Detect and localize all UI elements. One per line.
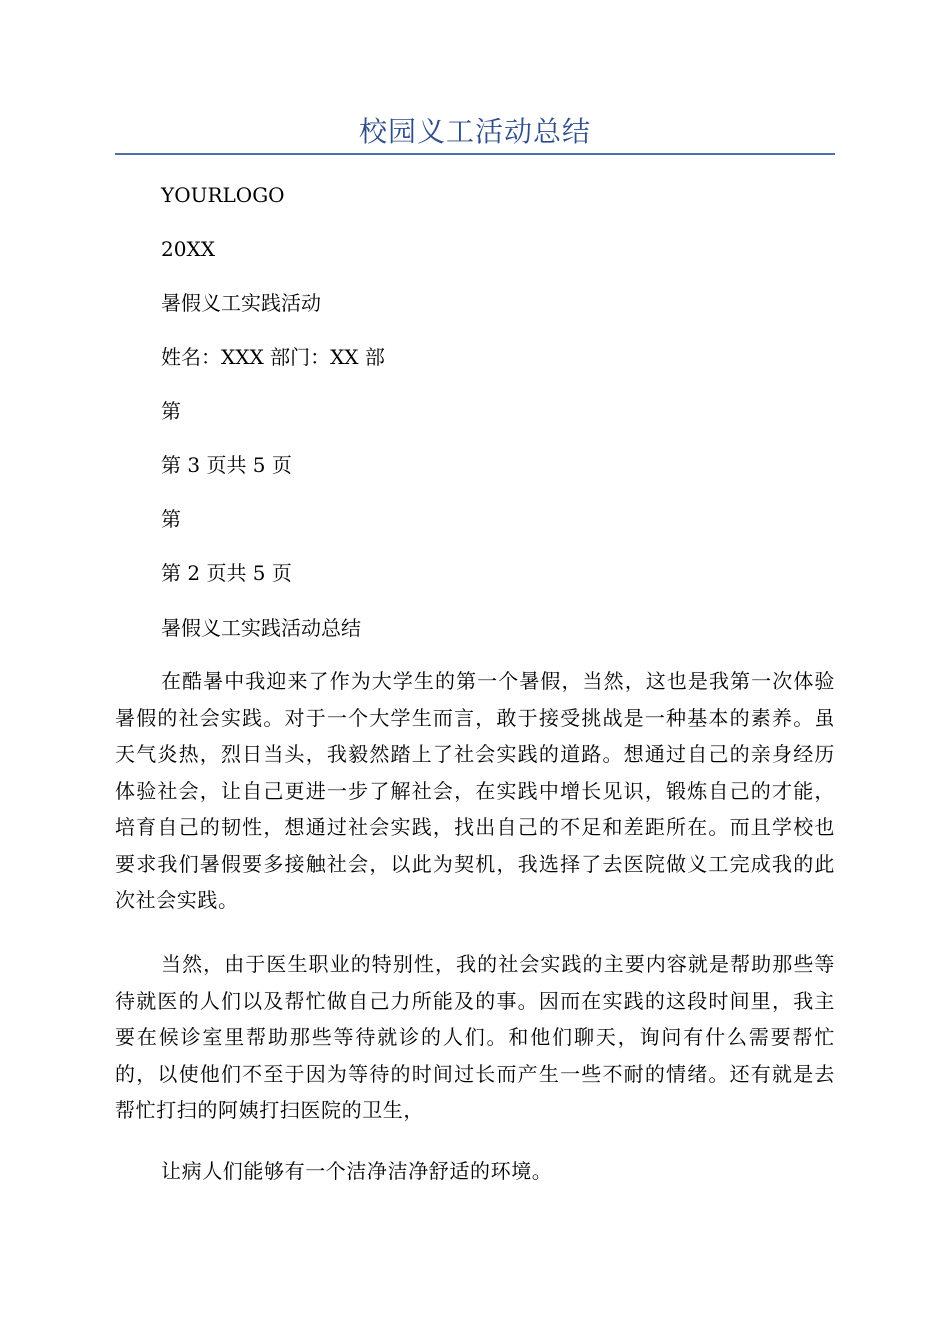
page-number-line: 第 2 页共 5 页 [161, 561, 292, 585]
logo-placeholder-text: YOURLOGO [161, 183, 285, 207]
title-underline [115, 153, 835, 155]
activity-name: 暑假义工实践活动 [161, 291, 321, 315]
body-paragraph: 在酷暑中我迎来了作为大学生的第一个暑假，当然，这也是我第一次体验暑假的社会实践。对于一个大学生而言，敢于接受挑战是一种基本的素养。虽天气炎热，烈日当头，我毅然踏上了社会实践的道路。想通过自己的亲身经历体验社会，让自己更进一步了解社会，在实践中增长见识，锻炼自己的才能，培育自己的韧性，想通过社会实践，找出自己的不足和差距所在。而且学校也要求我们暑假要多接触社会，以此为契机，我选择了去医院做义工完成我的此次社会实践。 [115, 669, 835, 912]
name-department-line: 姓名：XXX 部门：XX 部 [161, 345, 385, 369]
page-fragment: 第 [161, 507, 181, 531]
section-heading: 暑假义工实践活动总结 [161, 616, 361, 640]
year-text: 20XX [161, 237, 215, 261]
body-paragraph: 让病人们能够有一个洁净洁净舒适的环境。 [161, 1159, 553, 1183]
page-number-line: 第 3 页共 5 页 [161, 453, 292, 477]
document-title: 校园义工活动总结 [358, 115, 591, 148]
body-paragraph: 当然，由于医生职业的特别性，我的社会实践的主要内容就是帮助那些等待就医的人们以及帮忙做自己力所能及的事。因而在实践的这段时间里，我主要在候诊室里帮助那些等待就诊的人们。和他们聊天，询问有什么需要帮忙的，以使他们不至于因为等待的时间过长而产生一些不耐的情绪。还有就是去帮忙打扫的阿姨打扫医院的卫生， [115, 952, 835, 1122]
page-fragment: 第 [161, 399, 181, 423]
